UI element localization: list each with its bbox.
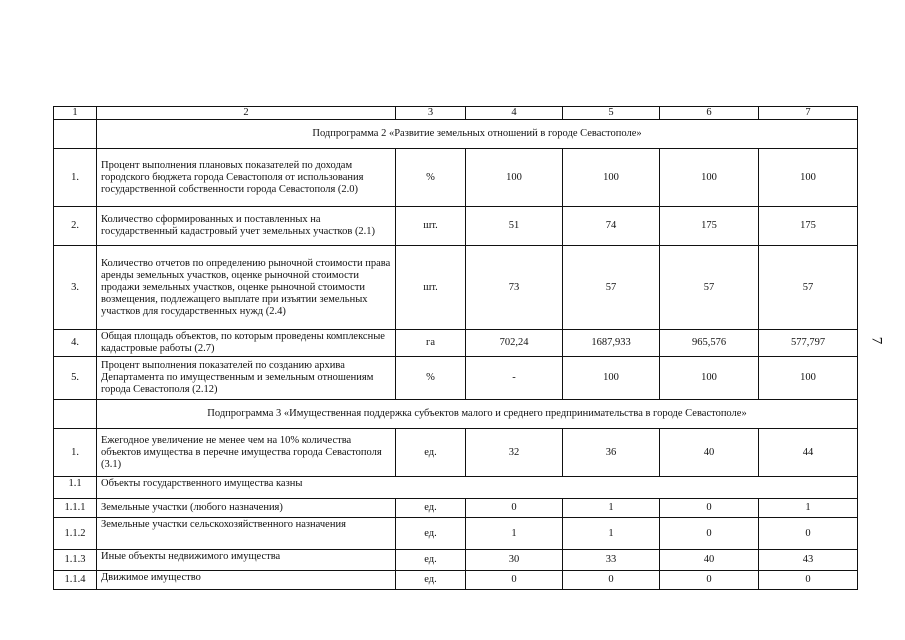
table-row [54, 518, 858, 550]
value-cell: 74 [563, 207, 660, 246]
unit-cell: ед. [396, 429, 466, 477]
value-cell: 43 [759, 550, 858, 571]
unit-cell: ед. [396, 550, 466, 571]
row-number: 1.1.2 [54, 518, 97, 550]
column-number-row [54, 107, 858, 120]
unit-cell: % [396, 357, 466, 400]
indicator-text: Количество сформированных и поставленных на государственный кадастровый учет земельных участков (2.1) [97, 207, 396, 246]
table-row [54, 499, 858, 518]
value-cell: 1 [563, 499, 660, 518]
value-cell: 30 [466, 550, 563, 571]
value-cell: 100 [759, 149, 858, 207]
subprogram-2-row [54, 120, 858, 149]
value-cell: 100 [660, 357, 759, 400]
column-number: 5 [563, 107, 660, 120]
unit-cell: га [396, 330, 466, 357]
value-cell: 965,576 [660, 330, 759, 357]
unit-cell: шт. [396, 207, 466, 246]
empty-cell [54, 120, 97, 149]
value-cell: 33 [563, 550, 660, 571]
indicator-text: Ежегодное увеличение не менее чем на 10% количества объектов имущества в перечне имущества города Севастополя (3.1) [97, 429, 396, 477]
column-number: 2 [97, 107, 396, 120]
value-cell: 40 [660, 429, 759, 477]
table-row [54, 207, 858, 246]
value-cell: 40 [660, 550, 759, 571]
value-cell: 1 [466, 518, 563, 550]
unit-cell: ед. [396, 499, 466, 518]
column-number: 6 [660, 107, 759, 120]
value-cell: 57 [660, 246, 759, 330]
value-cell: 0 [660, 571, 759, 590]
value-cell: 100 [466, 149, 563, 207]
value-cell: 100 [759, 357, 858, 400]
value-cell: 0 [759, 518, 858, 550]
indicator-text: Процент выполнения плановых показателей по доходам городского бюджета города Севастополя от использования государственной собственности города Севастополя (2.0) [97, 149, 396, 207]
subprogram-3-title: Подпрограмма 3 «Имущественная поддержка субъектов малого и среднего предпринимательства в городе Севастополе» [97, 400, 858, 429]
value-cell: 0 [660, 518, 759, 550]
value-cell: 0 [466, 571, 563, 590]
indicator-text: Земельные участки (любого назначения) [97, 499, 396, 518]
value-cell: 577,797 [759, 330, 858, 357]
table-row [54, 330, 858, 357]
row-number: 2. [54, 207, 97, 246]
subprogram-3-row [54, 400, 858, 429]
table-row [54, 429, 858, 477]
column-number: 1 [54, 107, 97, 120]
row-number: 1.1.3 [54, 550, 97, 571]
table-row [54, 357, 858, 400]
indicator-text: Иные объекты недвижимого имущества [97, 550, 396, 571]
value-cell: 1 [563, 518, 660, 550]
row-number: 1.1 [54, 477, 97, 499]
indicator-text: Общая площадь объектов, по которым проведены комплексные кадастровые работы (2.7) [97, 330, 396, 357]
value-cell: 0 [466, 499, 563, 518]
table-row [54, 571, 858, 590]
value-cell: 0 [660, 499, 759, 518]
column-number: 4 [466, 107, 563, 120]
indicator-text: Земельные участки сельскохозяйственного назначения [97, 518, 396, 550]
unit-cell: шт. [396, 246, 466, 330]
value-cell: 175 [660, 207, 759, 246]
value-cell: 702,24 [466, 330, 563, 357]
value-cell: 36 [563, 429, 660, 477]
subprogram-2-title: Подпрограмма 2 «Развитие земельных отношений в городе Севастополе» [97, 120, 858, 149]
table-row [54, 477, 858, 499]
row-number: 4. [54, 330, 97, 357]
value-cell: 100 [563, 149, 660, 207]
indicator-text: Процент выполнения показателей по созданию архива Департамента по имущественным и земельным отношениям города Севастополя (2.12) [97, 357, 396, 400]
row-number: 1. [54, 149, 97, 207]
value-cell: 57 [563, 246, 660, 330]
value-cell: 1687,933 [563, 330, 660, 357]
value-cell: 0 [563, 571, 660, 590]
unit-cell: % [396, 149, 466, 207]
empty-cell [54, 400, 97, 429]
value-cell: 100 [563, 357, 660, 400]
value-cell: 57 [759, 246, 858, 330]
indicator-text: Количество отчетов по определению рыночной стоимости права аренды земельных участков, оценке рыночной стоимости продажи земельных участков, оценке рыночной стоимости возмещения, подлежащего выплате при изъятии земельных участков для государственных нужд (2.4) [97, 246, 396, 330]
table-row [54, 550, 858, 571]
row-number: 5. [54, 357, 97, 400]
indicator-text: Движимое имущество [97, 571, 396, 590]
category-label: Объекты государственного имущества казны [97, 477, 858, 499]
table-row [54, 246, 858, 330]
value-cell: - [466, 357, 563, 400]
unit-cell: ед. [396, 571, 466, 590]
value-cell: 175 [759, 207, 858, 246]
column-number: 3 [396, 107, 466, 120]
value-cell: 32 [466, 429, 563, 477]
indicators-table [53, 106, 858, 590]
value-cell: 73 [466, 246, 563, 330]
value-cell: 100 [660, 149, 759, 207]
value-cell: 51 [466, 207, 563, 246]
row-number: 3. [54, 246, 97, 330]
row-number: 1.1.4 [54, 571, 97, 590]
unit-cell: ед. [396, 518, 466, 550]
row-number: 1.1.1 [54, 499, 97, 518]
value-cell: 1 [759, 499, 858, 518]
value-cell: 44 [759, 429, 858, 477]
table-row [54, 149, 858, 207]
column-number: 7 [759, 107, 858, 120]
page-number: 7 [868, 336, 885, 345]
row-number: 1. [54, 429, 97, 477]
value-cell: 0 [759, 571, 858, 590]
